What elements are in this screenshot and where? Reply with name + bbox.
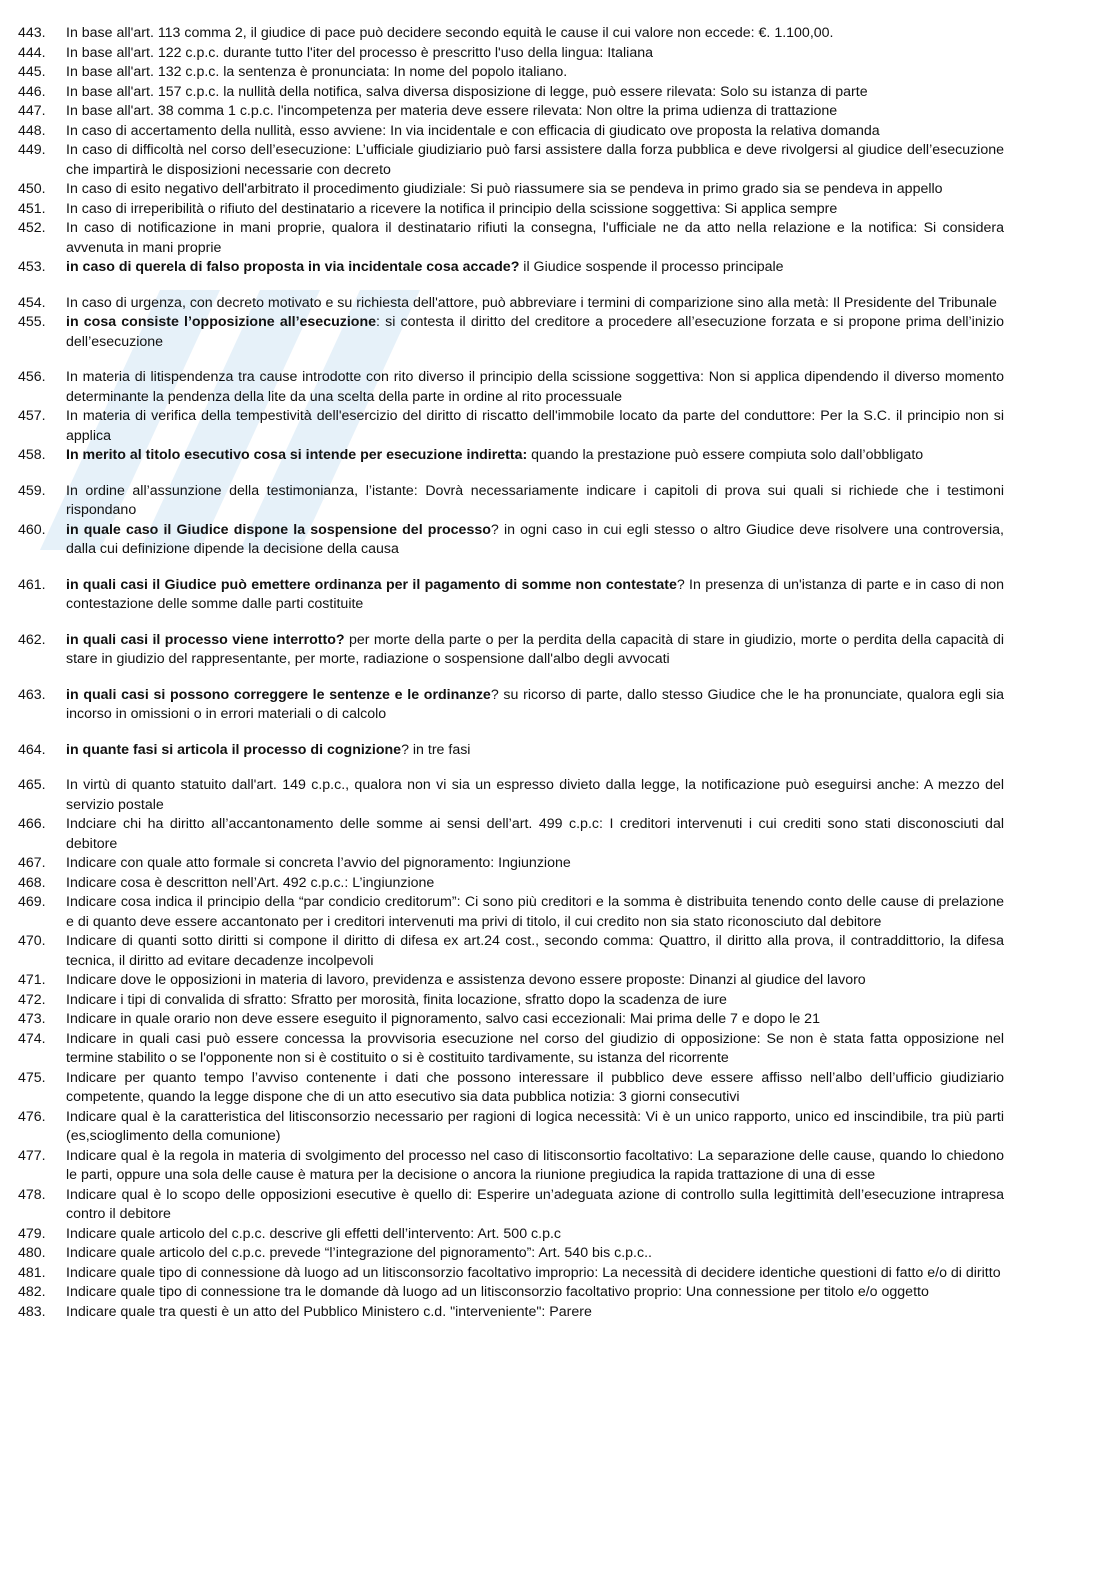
item-answer: il Giudice sospende il processo principale xyxy=(519,259,784,275)
list-item xyxy=(18,991,1004,1011)
item-answer: ? in tre fasi xyxy=(401,741,471,758)
item-text xyxy=(66,122,1004,142)
item-text xyxy=(66,446,1004,466)
item-question: In merito al titolo esecutivo cosa si intende per esecuzione indiretta: xyxy=(66,447,528,463)
item-number: 476. xyxy=(18,1108,46,1125)
item-text xyxy=(66,1244,1004,1264)
item-text xyxy=(66,368,1004,407)
item-number: 483. xyxy=(18,1303,46,1320)
list-item xyxy=(18,815,1004,854)
item-answer: ? su ricorso di parte, dallo stesso Giudice che le ha pronunciate, qualora egli sia incorso in omissioni o in errori materiali o di calcolo xyxy=(66,686,1004,722)
list-item xyxy=(18,1030,1004,1069)
item-text xyxy=(66,1283,1004,1303)
item-number: 445. xyxy=(18,64,46,80)
list-item xyxy=(18,24,1004,44)
item-number: 471. xyxy=(18,972,46,988)
item-text xyxy=(66,1303,1004,1323)
list-item xyxy=(18,368,1004,407)
item-number: 472. xyxy=(18,991,46,1008)
item-answer: Indicare quale articolo del c.p.c. prevede “l’integrazione del pignoramento”: Art. 540 bis c.p.c.. xyxy=(66,1245,652,1261)
item-answer: In base all'art. 122 c.p.c. durante tutto l'iter del processo è prescritto l'uso della lingua: Italiana xyxy=(66,44,653,61)
item-number: 462. xyxy=(18,631,46,648)
item-question: in quali casi il processo viene interrotto? xyxy=(66,631,345,648)
item-answer: In virtù di quanto statuito dall'art. 149 c.p.c., qualora non vi sia un espresso divieto dalla legge, la notificazione può eseguirsi anche: A mezzo del servizio postale xyxy=(66,777,1004,813)
list-item xyxy=(18,686,1004,725)
item-number: 474. xyxy=(18,1030,46,1047)
item-answer: per morte della parte o per la perdita della capacità di stare in giudizio, morte o perdita della capacità di stare in giudizio del rappresentante, per morte, radiazione o sospensione dall'albo degli avvocati xyxy=(66,631,1004,667)
item-number: 456. xyxy=(18,369,46,385)
item-question: in quali casi si possono correggere le sentenze e le ordinanze xyxy=(66,686,491,703)
item-answer: Indicare qual è la caratteristica del litisconsorzio necessario per ragioni di logica necessità: Vi è un unico rapporto, unico ed inscindibile, tra più parti (es,scioglimento della comunione) xyxy=(66,1108,1004,1144)
list-item xyxy=(18,83,1004,103)
item-answer: In base all'art. 38 comma 1 c.p.c. l'incompetenza per materia deve essere rilevata: Non oltre la prima udienza di trattazione xyxy=(66,103,838,119)
list-item xyxy=(18,446,1004,466)
item-answer: Indicare i tipi di convalida di sfratto: Sfratto per morosità, finita locazione, sfratto dopo la scadenza de iure xyxy=(66,991,727,1008)
item-text xyxy=(66,686,1004,725)
item-answer: Indicare quale tipo di connessione dà luogo ad un litisconsorzio facoltativo improprio: La necessità di decidere identiche questioni di fatto e/o di diritto xyxy=(66,1264,1001,1281)
list-item xyxy=(18,219,1004,258)
item-answer: Indicare in quali casi può essere concessa la provvisoria esecuzione nel corso del giudizio di opposizione: Se non è stata fatta opposizione nel termine stabilito o se l'opponente non si è costituito o si è costituito tardivamente, su istanza del ricorrente xyxy=(66,1030,1004,1066)
item-question: in cosa consiste l’opposizione all’esecuzione xyxy=(66,314,377,330)
question-answer-list xyxy=(18,24,1004,1322)
item-number: 469. xyxy=(18,894,46,910)
item-text xyxy=(66,482,1004,521)
item-answer: Indicare quale tra questi è un atto del Pubblico Ministero c.d. "interveniente": Parere xyxy=(66,1303,592,1320)
item-number: 466. xyxy=(18,816,46,832)
item-text xyxy=(66,991,1004,1011)
item-text xyxy=(66,219,1004,258)
list-item xyxy=(18,1303,1004,1323)
list-item xyxy=(18,1069,1004,1108)
item-answer: Indicare quale articolo del c.p.c. descrive gli effetti dell’intervento: Art. 500 c.p.c xyxy=(66,1225,561,1242)
item-text xyxy=(66,200,1004,220)
item-text xyxy=(66,258,1004,278)
item-number: 457. xyxy=(18,408,46,424)
item-answer: In materia di verifica della tempestività dell'esercizio del diritto di riscatto dell'immobile locato da parte del conduttore: Per la S.C. il principio non si applica xyxy=(66,408,1004,444)
item-number: 465. xyxy=(18,777,46,793)
item-answer: In caso di irreperibilità o rifiuto del destinatario a ricevere la notifica il principio della scissione soggettiva: Si applica sempre xyxy=(66,200,838,217)
item-number: 467. xyxy=(18,855,46,871)
list-item xyxy=(18,1147,1004,1186)
list-item xyxy=(18,1283,1004,1303)
list-item xyxy=(18,180,1004,200)
item-number: 454. xyxy=(18,294,46,311)
item-question: in quale caso il Giudice dispone la sospensione del processo xyxy=(66,521,491,538)
item-text xyxy=(66,815,1004,854)
item-number: 482. xyxy=(18,1284,46,1300)
list-item xyxy=(18,521,1004,560)
item-answer: Indicare di quanti sotto diritti si compone il diritto di difesa ex art.24 cost., secondo comma: Quattro, il diritto alla prova, il contraddittorio, la difesa tecnica, il diritto ad evitare decadenze incolpevoli xyxy=(66,933,1004,969)
item-answer: Indicare quale tipo di connessione tra le domande dà luogo ad un litisconsorzio facoltativo proprio: Una connessione per titolo e/o oggetto xyxy=(66,1284,929,1300)
list-item xyxy=(18,971,1004,991)
item-answer: Indicare cosa indica il principio della “par condicio creditorum”: Ci sono più creditori e la somma è distribuita tenendo conto delle cause di prelazione e di quanto deve essere accantonato per i creditori intervenuti ma privi di titolo, il cui credito non sia stato riconosciuto dal debitore xyxy=(66,894,1004,930)
list-item xyxy=(18,631,1004,670)
item-number: 452. xyxy=(18,220,46,236)
list-item xyxy=(18,482,1004,521)
item-text xyxy=(66,141,1004,180)
item-number: 446. xyxy=(18,83,46,100)
item-text xyxy=(66,1010,1004,1030)
item-text xyxy=(66,854,1004,874)
item-number: 479. xyxy=(18,1225,46,1242)
item-text xyxy=(66,1225,1004,1245)
item-number: 460. xyxy=(18,521,46,538)
item-number: 480. xyxy=(18,1245,46,1261)
item-text xyxy=(66,631,1004,670)
list-item xyxy=(18,122,1004,142)
item-answer: In base all'art. 132 c.p.c. la sentenza è pronunciata: In nome del popolo italiano. xyxy=(66,64,568,80)
item-text xyxy=(66,407,1004,446)
item-answer: Indicare per quanto tempo l’avviso contenente i dati che possono interessare il pubblico deve essere affisso nell’albo dell’ufficio giudiziario competente, quando la legge dispone che di un atto esecutivo sia data pubblica notizia: 3 giorni consecutivi xyxy=(66,1069,1004,1105)
list-item xyxy=(18,1010,1004,1030)
item-answer: quando la prestazione può essere compiuta solo dall’obbligato xyxy=(527,447,924,463)
item-answer: Indicare qual è lo scopo delle opposizioni esecutive è quello di: Esperire un’adeguata azione di controllo sulla legittimità dell’esecuzione intrapresa contro il debitore xyxy=(66,1186,1004,1222)
list-item xyxy=(18,776,1004,815)
item-text xyxy=(66,102,1004,122)
list-item xyxy=(18,1108,1004,1147)
item-number: 477. xyxy=(18,1147,46,1164)
item-question: in quante fasi si articola il processo di cognizione xyxy=(66,741,402,758)
list-item xyxy=(18,854,1004,874)
item-number: 475. xyxy=(18,1069,46,1086)
item-text xyxy=(66,1186,1004,1225)
item-number: 461. xyxy=(18,576,46,593)
item-text xyxy=(66,1147,1004,1186)
item-number: 459. xyxy=(18,482,46,499)
item-number: 444. xyxy=(18,44,46,61)
item-answer: In base all'art. 157 c.p.c. la nullità della notifica, salva diversa disposizione di legge, può essere rilevata: Solo su istanza di parte xyxy=(66,83,868,100)
item-number: 449. xyxy=(18,142,46,158)
item-answer: In base all'art. 113 comma 2, il giudice di pace può decidere secondo equità le cause il cui valore non eccede: €. 1.100,00. xyxy=(66,25,834,41)
item-text xyxy=(66,24,1004,44)
item-answer: Indicare con quale atto formale si concreta l’avvio del pignoramento: Ingiunzione xyxy=(66,855,571,871)
item-answer: In caso di notificazione in mani proprie, qualora il destinatario rifiuti la consegna, l'ufficiale ne da atto nella relazione e la notifica: Si considera avvenuta in mani proprie xyxy=(66,220,1004,256)
item-text xyxy=(66,932,1004,971)
list-item xyxy=(18,1244,1004,1264)
item-number: 447. xyxy=(18,103,46,119)
item-text xyxy=(66,1108,1004,1147)
item-number: 468. xyxy=(18,874,46,891)
list-item xyxy=(18,313,1004,352)
list-item xyxy=(18,1186,1004,1225)
list-item xyxy=(18,200,1004,220)
item-text xyxy=(66,576,1004,615)
item-answer: Indicare qual è la regola in materia di svolgimento del processo nel caso di litisconsortio facoltativo: La separazione delle cause, quando lo chiedono le parti, oppure una sola delle cause è matura per la decisione o ancora la riunione pregiudica la rapida trattazione di una di esse xyxy=(66,1147,1004,1183)
list-item xyxy=(18,1225,1004,1245)
item-text xyxy=(66,313,1004,352)
item-number: 443. xyxy=(18,25,46,41)
item-text xyxy=(66,893,1004,932)
item-answer: Indicare cosa è descritton nell’Art. 492 c.p.c.: L’ingiunzione xyxy=(66,874,435,891)
item-text xyxy=(66,63,1004,83)
item-text xyxy=(66,1264,1004,1284)
list-item xyxy=(18,258,1004,278)
item-text xyxy=(66,294,1004,314)
item-number: 448. xyxy=(18,122,46,139)
list-item xyxy=(18,141,1004,180)
item-answer: : si contesta il diritto del creditore a procedere all’esecuzione forzata e si propone prima dell’inizio dell’esecuzione xyxy=(66,314,1005,350)
item-answer: ? in ogni caso in cui egli stesso o altro Giudice deve risolvere una controversia, dalla cui definizione dipende la decisione della causa xyxy=(66,521,1004,557)
item-answer: ? In presenza di un'istanza di parte e in caso di non contestazione delle somme dalle parti costituite xyxy=(66,576,1004,612)
list-item xyxy=(18,407,1004,446)
item-number: 464. xyxy=(18,741,46,758)
list-item xyxy=(18,932,1004,971)
item-number: 478. xyxy=(18,1186,46,1203)
item-text xyxy=(66,741,1004,761)
item-text xyxy=(66,1030,1004,1069)
item-number: 455. xyxy=(18,314,46,330)
item-number: 450. xyxy=(18,181,46,197)
item-answer: Indicare in quale orario non deve essere eseguito il pignoramento, salvo casi eccezionali: Mai prima delle 7 e dopo le 21 xyxy=(66,1011,820,1027)
item-number: 481. xyxy=(18,1264,46,1281)
item-number: 470. xyxy=(18,933,46,949)
item-question: in caso di querela di falso proposta in via incidentale cosa accade? xyxy=(66,259,520,275)
item-answer: In caso di esito negativo dell'arbitrato il procedimento giudiziale: Si può riassumere sia se pendeva in primo grado sia se pendeva in appello xyxy=(66,181,943,197)
item-answer: In caso di accertamento della nullità, esso avviene: In via incidentale e con efficacia di giudicato ove proposta la relativa domanda xyxy=(66,122,880,139)
item-answer: Indicare dove le opposizioni in materia di lavoro, previdenza e assistenza devono essere proposte: Dinanzi al giudice del lavoro xyxy=(66,972,866,988)
item-answer: In caso di difficoltà nel corso dell’esecuzione: L’ufficiale giudiziario può farsi assistere dalla forza pubblica e deve rivolgersi al giudice dell’esecuzione che impartirà le disposizioni necessarie con decreto xyxy=(66,142,1004,178)
list-item xyxy=(18,63,1004,83)
list-item xyxy=(18,102,1004,122)
item-text xyxy=(66,1069,1004,1108)
list-item xyxy=(18,576,1004,615)
item-answer: In materia di litispendenza tra cause introdotte con rito diverso il principio della scissione soggettiva: Non si applica dipendendo il diverso momento determinante la pendenza della lite da una scelta della parte in ordine al rito processuale xyxy=(66,369,1004,405)
list-item xyxy=(18,294,1004,314)
list-item xyxy=(18,44,1004,64)
item-text xyxy=(66,971,1004,991)
item-text xyxy=(66,776,1004,815)
list-item xyxy=(18,893,1004,932)
item-number: 463. xyxy=(18,686,46,703)
item-text xyxy=(66,83,1004,103)
item-text xyxy=(66,874,1004,894)
item-number: 451. xyxy=(18,200,46,217)
item-text xyxy=(66,521,1004,560)
item-text xyxy=(66,44,1004,64)
item-number: 453. xyxy=(18,259,46,275)
item-answer: In caso di urgenza, con decreto motivato e su richiesta dell'attore, può abbreviare i termini di comparizione sino alla metà: Il Presidente del Tribunale xyxy=(66,294,997,311)
item-answer: In ordine all’assunzione della testimonianza, l’istante: Dovrà necessariamente indicare i capitoli di prova sui quali si richiede che i testimoni rispondano xyxy=(66,482,1004,518)
list-item xyxy=(18,874,1004,894)
list-item xyxy=(18,741,1004,761)
list-item xyxy=(18,1264,1004,1284)
item-text xyxy=(66,180,1004,200)
item-number: 458. xyxy=(18,447,46,463)
item-answer: Indciare chi ha diritto all’accantonamento delle somme ai sensi dell’art. 499 c.p.c: I creditori intervenuti i cui crediti sono stati disconosciuti dal debitore xyxy=(66,816,1004,852)
item-question: in quali casi il Giudice può emettere ordinanza per il pagamento di somme non contestate xyxy=(66,576,677,593)
item-number: 473. xyxy=(18,1011,46,1027)
